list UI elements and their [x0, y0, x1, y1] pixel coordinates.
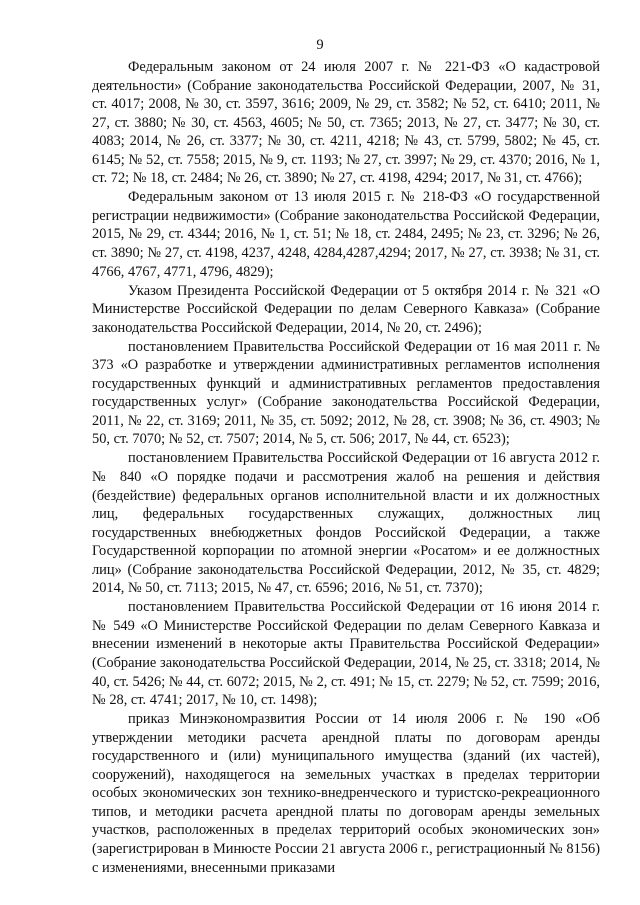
- paragraph-resolution-549: постановлением Правительства Российской Федерации от 16 июня 2014 г. № 549 «О Министерстве Российской Федерации по делам Северного Кавказа и внесении изменений в некоторые акты Правительства Российской Федерации» (Собрание законодательства Российской Федерации, 2014, № 25, ст. 3318; 2014, № 40, ст. 5426; № 44, ст. 6072; 2015, № 2, ст. 491; № 15, ст. 2279; № 52, ст. 7599; 2016, № 28, ст. 4741; 2017, № 10, ст. 1498);: [92, 599, 600, 709]
- page-number: 9: [316, 37, 324, 53]
- paragraph-resolution-840: постановлением Правительства Российской Федерации от 16 августа 2012 г. № 840 «О порядке подачи и рассмотрения жалоб на решения и действия (бездействие) федеральных органов исполнительной власти и их должностных лиц, федеральных государственных служащих, должностных лиц государственных внебюджетных фондов Российской Федерации, а также Государственной корпорации по атомной энергии «Росатом» и ее должностных лиц» (Собрание законодательства Российской Федерации, 2012, № 35, ст. 4829; 2014, № 50, ст. 7113; 2015, № 47, ст. 6596; 2016, № 51, ст. 7370);: [92, 450, 600, 597]
- document-body: [92, 58, 600, 877]
- paragraph-order-190: приказ Минэкономразвития России от 14 июля 2006 г. № 190 «Об утверждении методики расчета арендной платы по договорам аренды государственного и (или) муниципального имущества (зданий (их частей), сооружений), находящегося на земельных участках в пределах территории особых экономических зон технико-внедренческого и туристско-рекреационного типов, и методики расчета арендной платы по договорам аренды земельных участков, расположенных в пределах территорий особых экономических зон» (зарегистрирован в Минюсте России 21 августа 2006 г., регистрационный № 8156) с изменениями, внесенными приказами: [92, 711, 600, 876]
- paragraph-registration-law: Федеральным законом от 13 июля 2015 г. № 218-ФЗ «О государственной регистрации недвижимости» (Собрание законодательства Российской Федерации, 2015, № 29, ст. 4344; 2016, № 1, ст. 51; № 18, ст. 2484, 2495; № 23, ст. 3296; № 26, ст. 3890; № 27, ст. 4198, 4237, 4248, 4284,4287,4294; 2017, № 27, ст. 3938; № 31, ст. 4766, 4767, 4771, 4796, 4829);: [92, 189, 600, 280]
- paragraph-resolution-373: постановлением Правительства Российской Федерации от 16 мая 2011 г. № 373 «О разработке и утверждении административных регламентов исполнения государственных функций и административных регламентов предоставления государственных услуг» (Собрание законодательства Российской Федерации, 2011, № 22, ст. 3169; 2011, № 35, ст. 5092; 2012, № 28, ст. 3908; № 36, ст. 4903; № 50, ст. 7070; № 52, ст. 7507; 2014, № 5, ст. 506; 2017, № 44, ст. 6523);: [92, 338, 600, 448]
- paragraph-presidential-decree: Указом Президента Российской Федерации от 5 октября 2014 г. № 321 «О Министерстве Российской Федерации по делам Северного Кавказа» (Собрание законодательства Российской Федерации, 2014, № 20, ст. 2496);: [92, 282, 600, 336]
- paragraph-cadastral-law: Федеральным законом от 24 июля 2007 г. № 221-ФЗ «О кадастровой деятельности» (Собрание законодательства Российской Федерации, 2007, № 31, ст. 4017; 2008, № 30, ст. 3597, 3616; 2009, № 29, ст. 3582; № 52, ст. 6410; 2011, № 27, ст. 3880; № 30, ст. 4563, 4605; № 50, ст. 7365; 2013, № 27, ст. 3477; № 30, ст. 4083; 2014, № 26, ст. 3377; № 30, ст. 4211, 4218; № 43, ст. 5799, 5802; № 45, ст. 6145; № 52, ст. 7558; 2015, № 9, ст. 1193; № 27, ст. 3997; № 29, ст. 4370; 2016, № 1, ст. 72; № 18, ст. 2484; № 26, ст. 3890; № 27, ст. 4198, 4294; 2017, № 31, ст. 4766);: [92, 59, 600, 187]
